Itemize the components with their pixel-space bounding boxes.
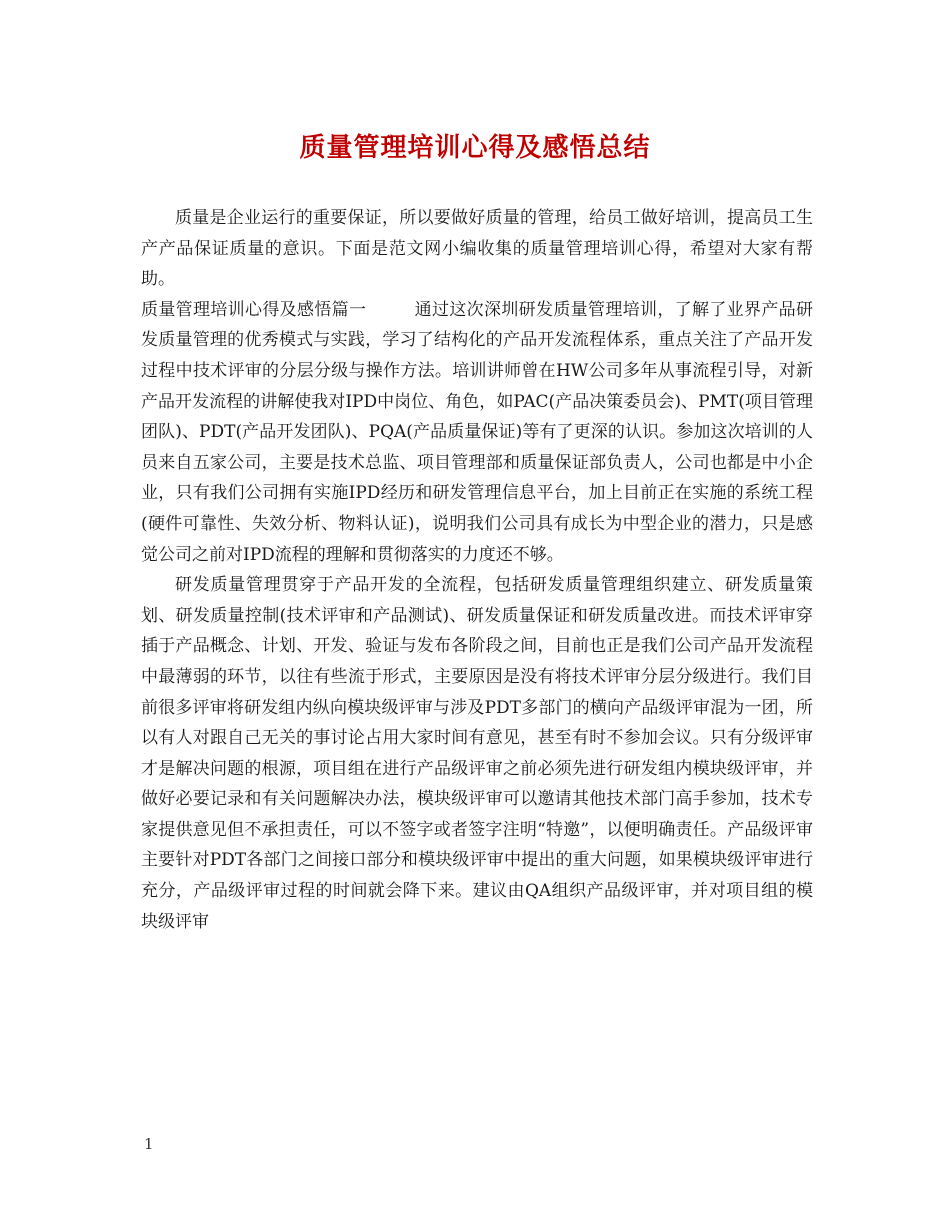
section-paragraph-text: 通过这次深圳研发质量管理培训，了解了业界产品研发质量管理的优秀模式与实践，学习了结构化的产品开发流程体系，重点关注了产品开发过程中技术评审的分层分级与操作方法。培训讲师曾在HW公司多年从事流程引导，对新产品开发流程的讲解使我对IPD中岗位、角色，如PAC(产品决策委员会)、PMT(项目管理团队)、PDT(产品开发团队)、PQA(产品质量保证)等有了更深的认识。参加这次培训的人员来自五家公司，主要是技术总监、项目管理部和质量保证部负责人，公司也都是中小企业，只有我们公司拥有实施IPD经历和研发管理信息平台，加上目前正在实施的系统工程(硬件可靠性、失效分析、物料认证)，说明我们公司具有成长为中型企业的潜力，只是感觉公司之前对IPD流程的理解和贯彻落实的力度还不够。 xyxy=(141,299,814,565)
intro-paragraph: 质量是企业运行的重要保证，所以要做好质量的管理，给员工做好培训，提高员工生产产品保证质量的意识。下面是范文网小编收集的质量管理培训心得，希望对大家有帮助。 xyxy=(141,208,813,290)
document-body xyxy=(141,203,813,937)
page-number: 1 xyxy=(144,1135,154,1153)
section-heading: 质量管理培训心得及感悟篇一 xyxy=(141,299,367,320)
document-title: 质量管理培训心得及感悟总结 xyxy=(299,133,651,163)
section-paragraph xyxy=(141,295,813,570)
body-paragraph: 研发质量管理贯穿于产品开发的全流程，包括研发质量管理组织建立、研发质量策划、研发质量控制(技术评审和产品测试)、研发质量保证和研发质量改进。而技术评审穿插于产品概念、计划、开发、验证与发布各阶段之间，目前也正是我们公司产品开发流程中最薄弱的环节，以往有些流于形式，主要原因是没有将技术评审分层分级进行。我们目前很多评审将研发组内纵向模块级评审与涉及PDT多部门的横向产品级评审混为一团，所以有人对跟自己无关的事讨论占用大家时间有意见，甚至有时不参加会议。只有分级评审才是解决问题的根源，项目组在进行产品级评审之前必须先进行研发组内模块级评审，并做好必要记录和有关问题解决办法，模块级评审可以邀请其他技术部门高手参加，技术专家提供意见但不承担责任，可以不签字或者签字注明“特邀”，以便明确责任。产品级评审主要针对PDT各部门之间接口部分和模块级评审中提出的重大问题，如果模块级评审进行充分，产品级评审过程的时间就会降下来。建议由QA组织产品级评审，并对项目组的模块级评审 xyxy=(141,575,813,932)
